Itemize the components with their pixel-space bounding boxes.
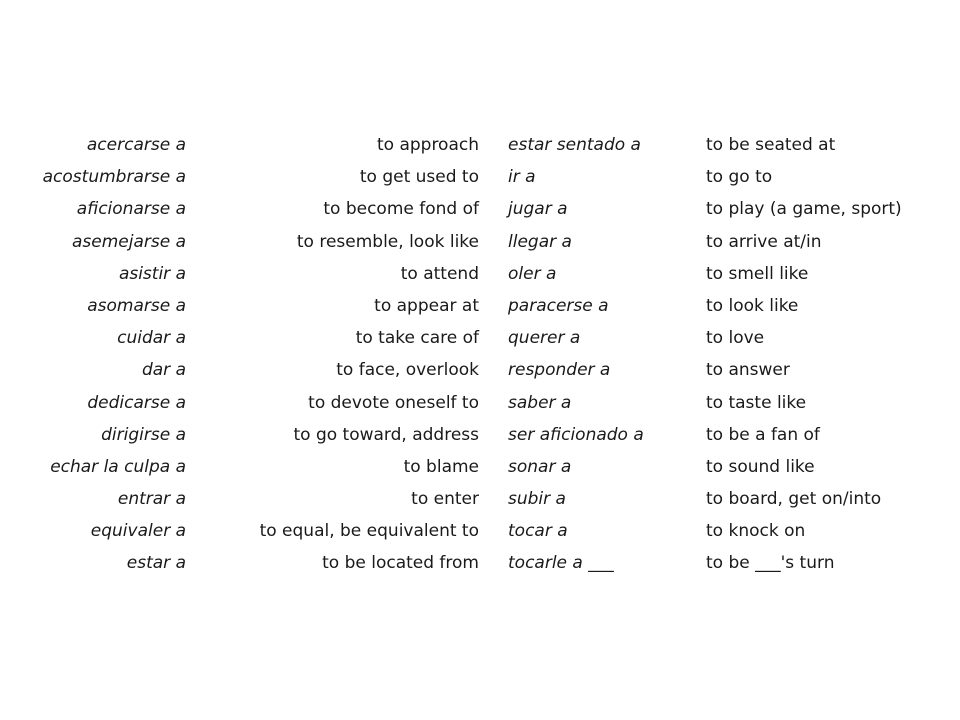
english-translation: to arrive at/in xyxy=(706,231,822,252)
spanish-phrase: asomarse a xyxy=(87,295,186,316)
english-translation: to enter xyxy=(411,489,479,510)
vocab-row xyxy=(0,387,960,419)
vocab-row xyxy=(0,354,960,386)
spanish-phrase: ir a xyxy=(508,167,536,188)
spanish-phrase: acercarse a xyxy=(86,135,186,155)
english-translation: to devote oneself to xyxy=(308,392,479,413)
spanish-phrase: asemejarse a xyxy=(71,231,186,252)
vocab-row xyxy=(0,226,960,258)
spanish-phrase: saber a xyxy=(508,392,572,413)
spanish-phrase: paracerse a xyxy=(508,295,609,316)
english-translation: to blame xyxy=(403,456,479,477)
english-translation: to look like xyxy=(706,295,799,316)
spanish-phrase: entrar a xyxy=(117,489,186,510)
english-translation: to become fond of xyxy=(323,199,479,220)
english-translation: to be seated at xyxy=(706,135,836,155)
spanish-phrase: equivaler a xyxy=(90,521,186,542)
spanish-phrase: aficionarse a xyxy=(76,199,186,220)
vocab-row xyxy=(0,322,960,354)
english-translation: to go toward, address xyxy=(293,424,479,445)
vocabulary-table xyxy=(0,129,960,580)
spanish-phrase: oler a xyxy=(508,263,557,284)
spanish-phrase: subir a xyxy=(508,489,566,510)
spanish-phrase: querer a xyxy=(508,328,581,349)
spanish-phrase: jugar a xyxy=(508,199,568,220)
spanish-phrase: ser aficionado a xyxy=(508,424,644,445)
english-translation: to board, get on/into xyxy=(706,489,882,510)
vocab-row xyxy=(0,515,960,547)
english-translation: to face, overlook xyxy=(336,360,479,381)
spanish-phrase: dar a xyxy=(141,360,186,381)
vocab-row xyxy=(0,290,960,322)
english-translation: to answer xyxy=(706,360,790,381)
spanish-phrase: asistir a xyxy=(118,263,186,284)
english-translation: to smell like xyxy=(706,263,809,284)
vocab-row xyxy=(0,129,960,161)
english-translation: to be located from xyxy=(322,553,479,574)
english-translation: to knock on xyxy=(706,521,806,542)
english-translation: to be ___'s turn xyxy=(706,553,835,574)
spanish-phrase: estar sentado a xyxy=(508,135,641,155)
english-translation: to love xyxy=(706,328,765,349)
english-translation: to appear at xyxy=(374,295,479,316)
spanish-phrase: tocar a xyxy=(508,521,568,542)
vocab-row xyxy=(0,419,960,451)
spanish-phrase: estar a xyxy=(126,553,186,574)
vocab-row xyxy=(0,258,960,290)
english-translation: to get used to xyxy=(359,167,479,188)
vocab-row xyxy=(0,547,960,579)
english-translation: to be a fan of xyxy=(706,424,820,445)
spanish-phrase: dedicarse a xyxy=(87,392,186,413)
english-translation: to take care of xyxy=(355,328,479,349)
vocab-row xyxy=(0,161,960,193)
vocab-row xyxy=(0,451,960,483)
vocab-row xyxy=(0,483,960,515)
vocab-row xyxy=(0,193,960,225)
english-translation: to go to xyxy=(706,167,773,188)
english-translation: to approach xyxy=(376,135,479,155)
english-translation: to equal, be equivalent to xyxy=(259,521,479,542)
spanish-phrase: sonar a xyxy=(508,456,572,477)
spanish-phrase: llegar a xyxy=(508,231,572,252)
english-translation: to resemble, look like xyxy=(296,231,479,252)
english-translation: to attend xyxy=(400,263,479,284)
spanish-phrase: responder a xyxy=(508,360,611,381)
spanish-phrase: dirigirse a xyxy=(101,424,186,445)
english-translation: to sound like xyxy=(706,456,815,477)
english-translation: to taste like xyxy=(706,392,807,413)
spanish-phrase: tocarle a ___ xyxy=(508,553,614,574)
english-translation: to play (a game, sport) xyxy=(706,199,902,220)
spanish-phrase: echar la culpa a xyxy=(50,456,186,477)
spanish-phrase: cuidar a xyxy=(117,328,186,349)
spanish-phrase: acostumbrarse a xyxy=(42,167,186,188)
